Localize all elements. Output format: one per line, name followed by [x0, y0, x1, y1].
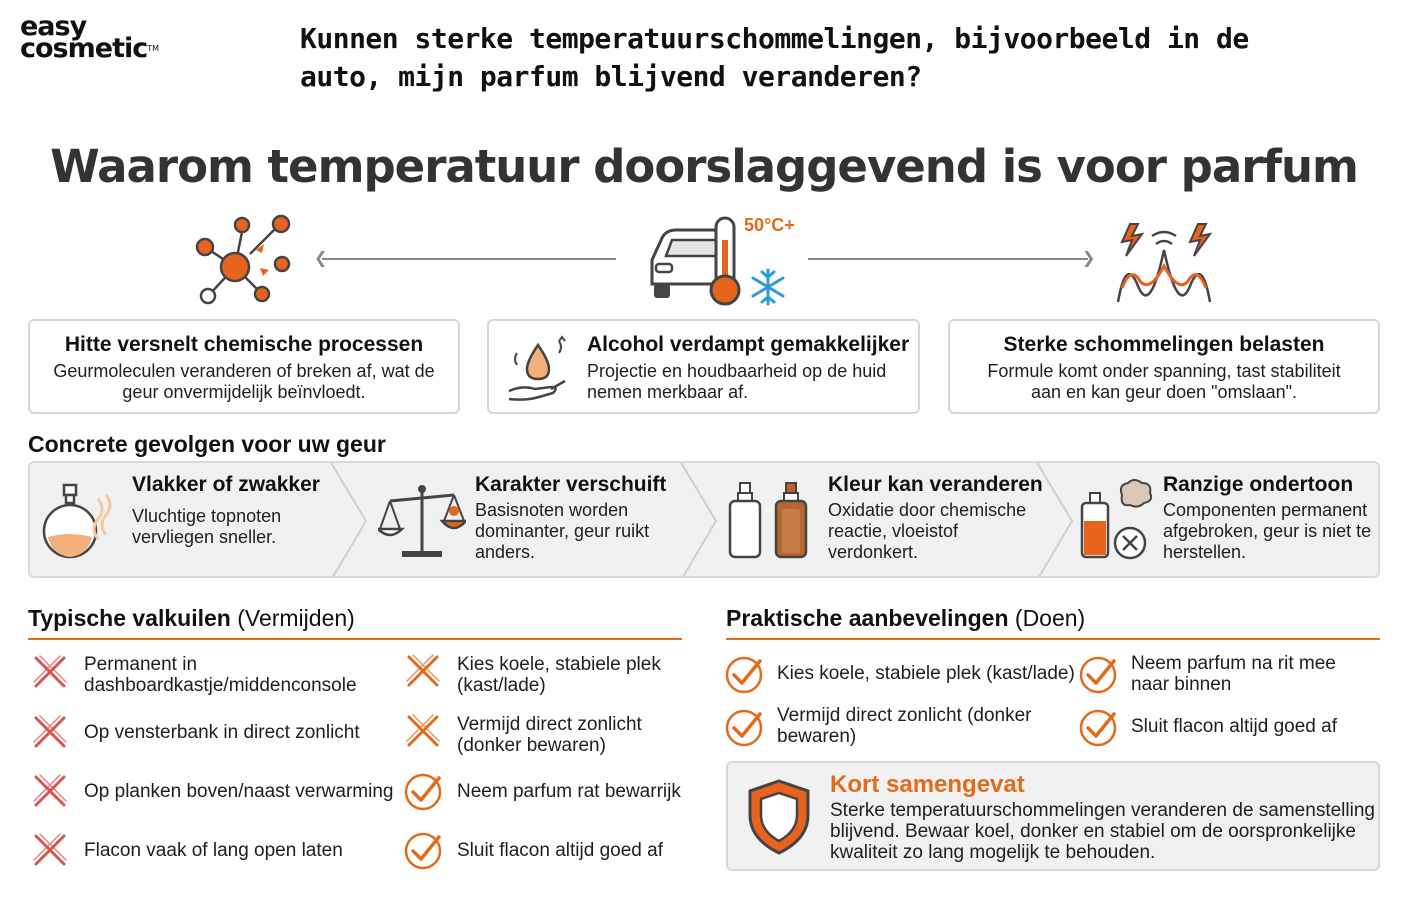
- pitfall-right-icon-wrap: [403, 829, 445, 876]
- summary-title: Kort samengevat: [830, 771, 1025, 798]
- logo-line-1: easy: [20, 11, 87, 42]
- recommendation-icon-wrap: [1078, 706, 1120, 753]
- card-fluctuations-title: Sterke schommelingen belasten: [1003, 333, 1325, 356]
- card-fluctuations: [948, 319, 1380, 414]
- temperature-label: 50°C+: [744, 215, 795, 235]
- consequence-3-text: Oxidatie door chemische reactie, vloeistof verdonkert.: [828, 500, 1027, 562]
- pitfall-right-icon-wrap: [403, 770, 445, 817]
- pitfalls-heading-main: Typische valkuilen: [28, 605, 231, 631]
- consequence-2-title: Karakter verschuift: [475, 473, 667, 496]
- consequence-1-title: Vlakker of zwakker: [132, 473, 320, 496]
- consequence-4-text: Componenten permanent afgebroken, geur is niet te herstellen.: [1163, 500, 1372, 562]
- recommendation-icon-wrap: [724, 706, 766, 753]
- rancid-bottle-icon: [1078, 479, 1154, 563]
- recommendation-icon-wrap: [724, 653, 766, 700]
- check-circle-icon: [403, 770, 445, 812]
- recommendations-underline: [726, 638, 1380, 640]
- pitfalls-heading: [28, 605, 355, 632]
- pitfall-right-text: Kies koele, stabiele plek (kast/lade): [457, 654, 661, 696]
- arrow-right-line: [808, 258, 1088, 260]
- pitfall-right-text: Sluit flacon altijd goed af: [457, 840, 663, 861]
- recommendation-text: Neem parfum na rit mee naar binnen: [1131, 653, 1336, 695]
- recommendation-icon-wrap: [1078, 653, 1120, 700]
- recommendations-heading: [726, 605, 1085, 632]
- recommendation-text: Kies koele, stabiele plek (kast/lade): [777, 663, 1075, 684]
- pitfalls-underline: [28, 638, 682, 640]
- x-mark-icon: [403, 711, 443, 751]
- arrow-left-line: [322, 258, 616, 260]
- card-alcohol-text: Projectie en houdbaarheid op de huid nemen merkbaar af.: [587, 361, 887, 402]
- recommendation-text: Vermijd direct zonlicht (donker bewaren): [777, 705, 1032, 747]
- pitfall-right-icon-wrap: [403, 651, 443, 696]
- recommendation-text: Sluit flacon altijd goed af: [1131, 716, 1337, 737]
- pitfall-right-text: Vermijd direct zonlicht (donker bewaren): [457, 714, 642, 756]
- pitfall-left-text: Flacon vaak of lang open laten: [84, 840, 343, 861]
- summary-box: [726, 761, 1380, 871]
- pitfall-right-text: Neem parfum rat bewarrijk: [457, 781, 681, 802]
- consequence-1-text: Vluchtige topnoten vervliegen sneller.: [132, 506, 282, 547]
- consequence-2-text: Basisnoten worden dominanter, geur ruikt anders.: [475, 500, 650, 562]
- logo-tm: TM: [147, 44, 160, 53]
- summary-text: Sterke temperatuurschommelingen veranderen de samenstelling blijvend. Bewaar koel, donker en stabiel om de oorspronkelijke kwaliteit zo lang mogelijk te behouden.: [830, 800, 1375, 863]
- vibration-lightning-icon: [1112, 216, 1216, 308]
- x-mark-icon: [30, 771, 70, 811]
- x-mark-icon: [30, 830, 70, 870]
- consequences-strip: [28, 461, 1380, 578]
- pitfall-left-icon-wrap: [30, 771, 70, 816]
- card-heat-text: Geurmoleculen veranderen of breken af, wat de geur onvermijdelijk beïnvloedt.: [53, 361, 435, 402]
- check-circle-icon: [1078, 653, 1120, 695]
- card-fluctuations-text: Formule komt onder spanning, tast stabiliteit aan en kan geur doen "omslaan".: [987, 361, 1341, 402]
- consequence-3-title: Kleur kan veranderen: [828, 473, 1043, 496]
- pitfall-right-icon-wrap: [403, 711, 443, 756]
- card-heat-title: Hitte versnelt chemische processen: [64, 333, 424, 356]
- arrow-left-icon: ❮: [314, 250, 328, 267]
- check-circle-icon: [403, 829, 445, 871]
- page-title: Waarom temperatuur doorslaggevend is voor parfum: [50, 140, 1358, 193]
- question-heading: Kunnen sterke temperatuurschommelingen, bijvoorbeeld in de auto, mijn parfum blijvend veranderen?: [300, 22, 1249, 93]
- evaporating-drop-hand-icon: [505, 331, 571, 403]
- pitfall-left-icon-wrap: [30, 652, 70, 697]
- brand-logo: [20, 11, 190, 64]
- x-mark-icon: [30, 652, 70, 692]
- shield-icon: [746, 777, 812, 857]
- balance-scale-icon: [378, 479, 466, 563]
- card-alcohol-title: Alcohol verdampt gemakkelijker: [587, 333, 910, 356]
- consequences-heading: Concrete gevolgen voor uw geur: [28, 431, 386, 457]
- recommendations-heading-main: Praktische aanbevelingen: [726, 605, 1009, 631]
- weak-perfume-bottle-icon: [42, 479, 122, 563]
- pitfalls-heading-sub: (Vermijden): [237, 605, 355, 631]
- pitfall-left-text: Permanent in dashboardkastje/middenconsole: [84, 654, 357, 696]
- x-mark-icon: [30, 712, 70, 752]
- pitfall-left-text: Op vensterbank in direct zonlicht: [84, 722, 360, 743]
- check-circle-icon: [724, 706, 766, 748]
- logo-line-2: cosmetic: [20, 33, 148, 64]
- color-change-bottles-icon: [726, 481, 816, 561]
- pitfall-left-icon-wrap: [30, 712, 70, 757]
- check-circle-icon: [724, 653, 766, 695]
- pitfall-left-icon-wrap: [30, 830, 70, 875]
- molecule-breaking-icon: [190, 212, 295, 307]
- x-mark-icon: [403, 651, 443, 691]
- consequence-4-title: Ranzige ondertoon: [1163, 473, 1354, 496]
- check-circle-icon: [1078, 706, 1120, 748]
- card-heat: [28, 319, 460, 414]
- card-alcohol: [487, 319, 920, 414]
- pitfall-left-text: Op planken boven/naast verwarming: [84, 781, 394, 802]
- arrow-right-icon: ❯: [1082, 250, 1096, 267]
- recommendations-heading-sub: (Doen): [1014, 605, 1086, 631]
